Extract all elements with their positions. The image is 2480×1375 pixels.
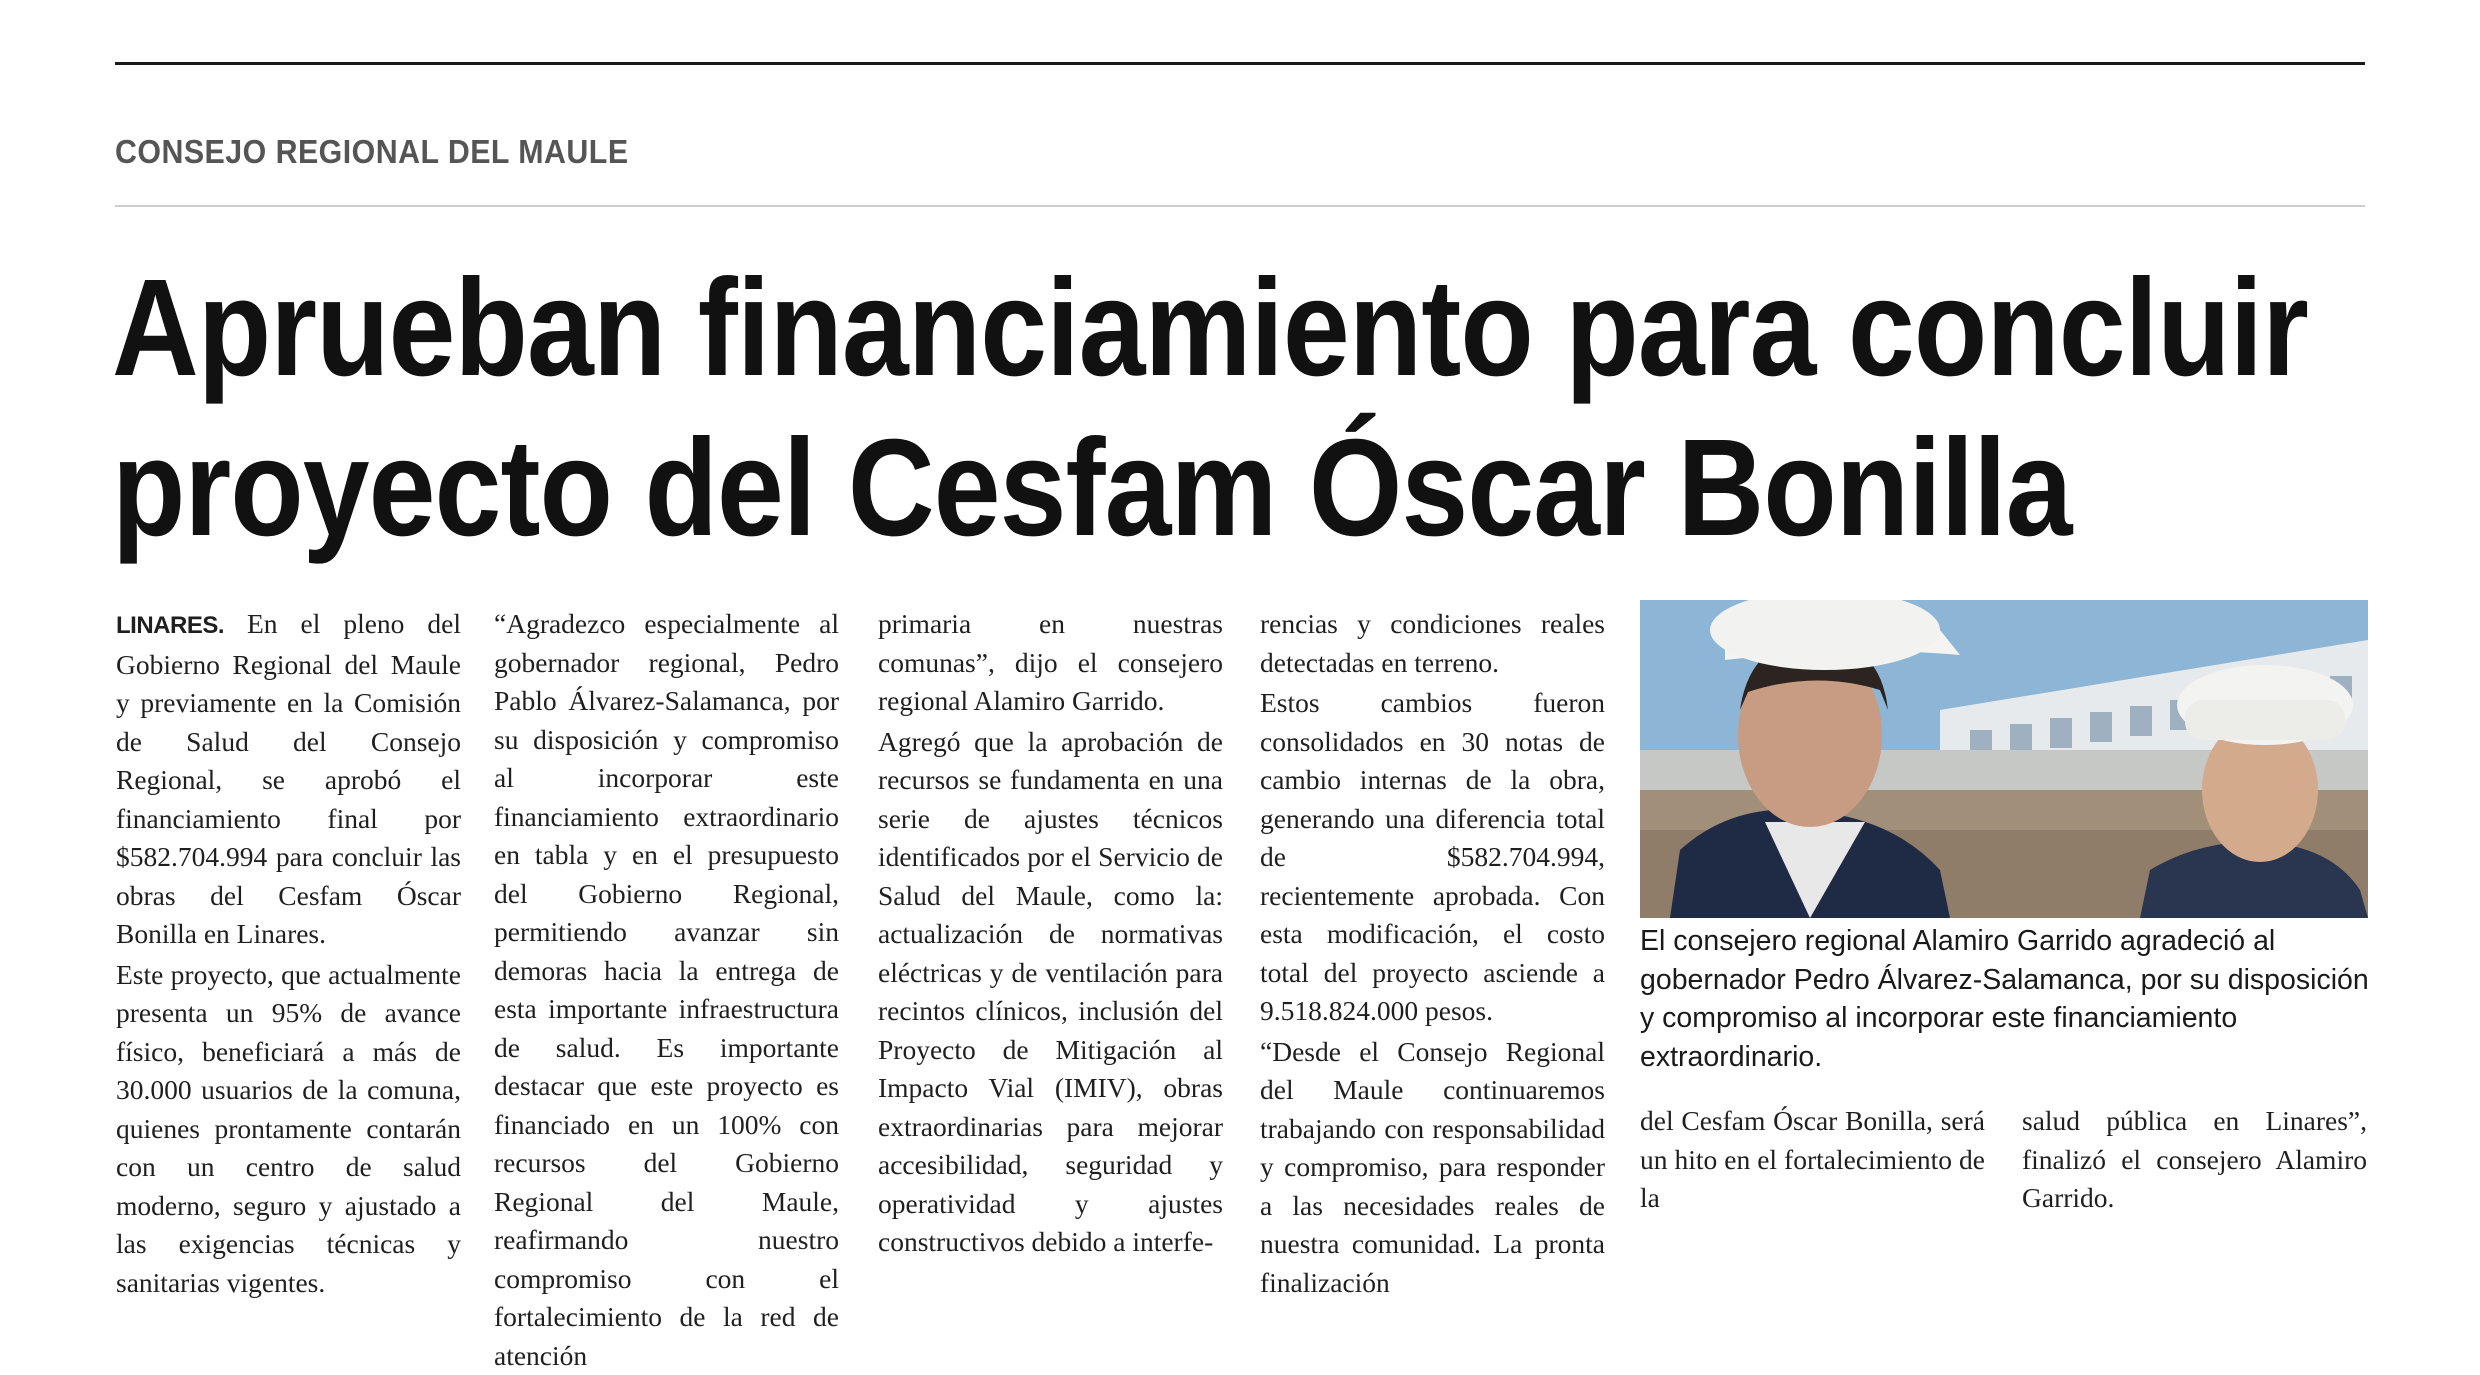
paragraph: Estos cambios fueron consolidados en 30 notas de cambio internas de la obra, generando una diferencia total de $582.704.994, recientemente aprobada. Con esta modificación, el costo total del proyecto asciende a 9.518.824.000 pesos.: [1260, 687, 1605, 1026]
body-column-1: [116, 605, 461, 1302]
paragraph: Este proyecto, que actualmente presenta un 95% de avance físico, beneficiará a más de 30.000 usuarios de la comuna, quienes prontamente contarán con un centro de salud moderno, seguro y ajustado a las exigencias técnicas y sanitarias vigentes.: [116, 958, 461, 1298]
body-column-4: [1260, 605, 1605, 1302]
body-column-3: [878, 605, 1223, 1262]
headline-line-2: proyecto del Cesfam Óscar Bonilla: [112, 411, 2072, 565]
headline: [112, 248, 2309, 568]
paragraph: “Desde el Consejo Regional del Maule continuaremos trabajando con responsabilidad y compromiso, para responder a las necesidades reales de nuestra comunidad. La pronta finalización: [1260, 1035, 1605, 1298]
body-column-2: [494, 605, 839, 1375]
dateline: LINARES.: [116, 612, 225, 639]
paragraph: rencias y condiciones reales detectadas en terreno.: [1260, 608, 1605, 678]
photo-caption: El consejero regional Alamiro Garrido agradeció al gobernador Pedro Álvarez-Salamanca, por su disposición y compromiso al incorporar este financiamiento extraordinario.: [1640, 925, 2369, 1073]
news-photo: [1640, 600, 2368, 918]
section-label: CONSEJO REGIONAL DEL MAULE: [115, 133, 629, 170]
body-column-5: [1640, 1102, 1985, 1218]
top-rule: [115, 62, 2365, 65]
body-column-6: [2022, 1102, 2367, 1218]
paragraph-text: En el pleno del Gobierno Regional del Maule y previamente en la Comisión de Salud del Consejo Regional, se aprobó el financiamiento final por $582.704.994 para concluir las obras del Cesfam Óscar Bonilla en Linares.: [116, 608, 462, 949]
paragraph: “Agradezco especialmente al gobernador regional, Pedro Pablo Álvarez-Salamanca, por su disposición y compromiso al incorporar este financiamiento extraordinario en tabla y en el presupuesto del Gobierno Regional, permitiendo avanzar sin demoras hacia la entrega de esta importante infraestructura de salud. Es importante destacar que este proyecto es financiado en un 100% con recursos del Gobierno Regional del Maule, reafirmando nuestro compromiso con el fortalecimiento de la red de atención: [494, 608, 839, 1371]
photo-illustration: [1640, 600, 2368, 918]
paragraph: salud pública en Linares”, finalizó el consejero Alamiro Garrido.: [2022, 1105, 2367, 1213]
headline-line-1: Aprueban financiamiento para concluir: [112, 251, 2309, 405]
paragraph: [116, 605, 461, 954]
section-rule: [115, 205, 2365, 207]
paragraph: Agregó que la aprobación de recursos se fundamenta en una serie de ajustes técnicos identificados por el Servicio de Salud del Maule, como la: actualización de normativas eléctricas y de ventilación para recintos clínicos, inclusión del Proyecto de Mitigación al Impacto Vial (IMIV), obras extraordinarias para mejorar accesibilidad, seguridad y operatividad y ajustes constructivos debido a interfe-: [878, 725, 1223, 1257]
paragraph: primaria en nuestras comunas”, dijo el consejero regional Alamiro Garrido.: [878, 608, 1223, 716]
paragraph: del Cesfam Óscar Bonilla, será un hito en el fortalecimiento de la: [1640, 1105, 1985, 1213]
